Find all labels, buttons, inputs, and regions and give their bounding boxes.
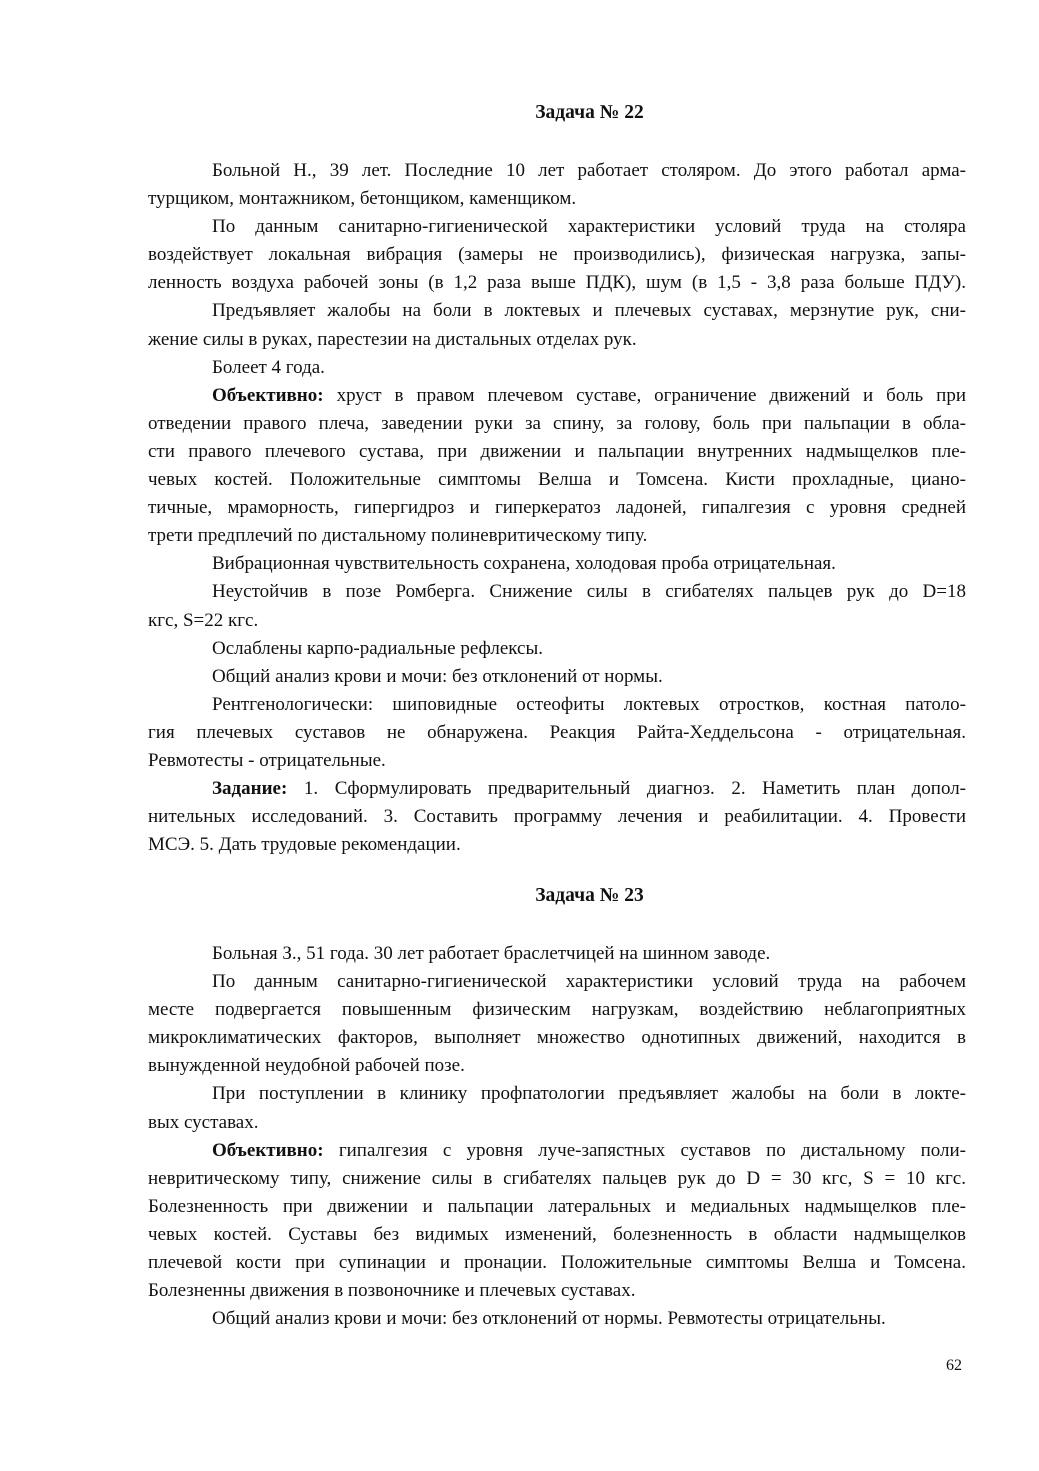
- text-line: месте подвергается повышенным физическим нагрузкам, воздействию неблагоприятных: [148, 999, 966, 1021]
- text-line: Общий анализ крови и мочи: без отклонений от нормы. Ревмотесты отрицательны.: [212, 1308, 886, 1330]
- text-line: Больная З., 51 года. 30 лет работает браслетчицей на шинном заводе.: [212, 943, 771, 964]
- text-line: Больной Н., 39 лет. Последние 10 лет работает столяром. До этого работал арма-: [212, 160, 966, 181]
- text-line: тичные, мраморность, гипергидроз и гиперкератоз ладоней, гипалгезия с уровня средней: [148, 497, 966, 519]
- text-line: Болеет 4 года.: [212, 356, 325, 378]
- text-line: вынужденной неудобной рабочей позе.: [148, 1055, 465, 1077]
- text-line: чевых костей. Положительные симптомы Велша и Томсена. Кисти прохладные, циано-: [148, 469, 966, 491]
- text-line: чевых костей. Суставы без видимых изменений, болезненность в области надмыщелков: [148, 1223, 966, 1245]
- text-line: невритическому типу, снижение силы в сгибателях пальцев рук до D = 30 кгс, S = 10 кгс.: [148, 1167, 966, 1189]
- text-line: Рентгенологически: шиповидные остеофиты локтевых отростков, костная патоло-: [212, 693, 966, 715]
- task-22-body: [148, 157, 966, 859]
- text-line: Неустойчив в позе Ромберга. Снижение силы в сгибателях пальцев рук до D=18: [212, 581, 966, 603]
- objective-line: [148, 382, 966, 410]
- text-line: плечевой кости при супинации и пронации. Положительные симптомы Велша и Томсена.: [148, 1252, 966, 1274]
- text-line: воздействует локальная вибрация (замеры не производились), физическая нагрузка, запы-: [148, 244, 966, 266]
- text-line: трети предплечий по дистальному полиневритическому типу.: [148, 525, 648, 547]
- text-line: Ослаблены карпо-радиальные рефлексы.: [212, 637, 543, 659]
- page-number: 62: [946, 1357, 962, 1374]
- task-22-title: Задача № 22: [535, 102, 644, 123]
- text-line: отведении правого плеча, заведении руки за спину, за голову, боль при пальпации в обла-: [148, 412, 966, 434]
- text-line: Общий анализ крови и мочи: без отклонений от нормы.: [212, 665, 663, 687]
- text-line: нительных исследований. 3. Составить программу лечения и реабилитации. 4. Провести: [148, 806, 966, 828]
- text-line: По данным санитарно-гигиенической характеристики условий труда на столяра: [212, 216, 966, 238]
- text-line: Предъявляет жалобы на боли в локтевых и плечевых суставах, мерзнутие рук, сни-: [212, 300, 966, 322]
- text-line: Ревмотесты - отрицательные.: [148, 749, 386, 771]
- text-line: турщиком, монтажником, бетонщиком, каменщиком.: [148, 188, 577, 210]
- text-line: кгс, S=22 кгс.: [148, 609, 259, 631]
- text-segment: хруст в правом плечевом суставе, ограничение движений и боль при: [336, 384, 967, 406]
- text-line: МСЭ. 5. Дать трудовые рекомендации.: [148, 834, 461, 856]
- task-23-title: Задача № 23: [535, 885, 644, 906]
- text-line: Болезненность при движении и пальпации латеральных и медиальных надмыщелков пле-: [148, 1195, 966, 1217]
- text-line: сти правого плечевого сустава, при движении и пальпации внутренних надмыщелков пле-: [148, 440, 966, 462]
- text-line: гия плечевых суставов не обнаружена. Реакция Райта-Хеддельсона - отрицательная.: [148, 721, 966, 743]
- text-line: По данным санитарно-гигиенической характеристики условий труда на рабочем: [212, 971, 966, 993]
- assignment-label: Задание:: [212, 778, 288, 800]
- text-line: При поступлении в клинику профпатологии предъявляет жалобы на боли в локте-: [212, 1083, 966, 1105]
- text-line: жение силы в руках, парестезии на дистальных отделах рук.: [148, 328, 637, 350]
- text-line: вых суставах.: [148, 1111, 259, 1133]
- text-segment: гипалгезия с уровня луче-запястных суставов по дистальному поли-: [338, 1139, 966, 1161]
- text-line: Вибрационная чувствительность сохранена, холодовая проба отрицательная.: [212, 553, 836, 575]
- objective-label: Объективно:: [212, 384, 324, 406]
- text-line: микроклиматических факторов, выполняет множество однотипных движений, находится в: [148, 1027, 966, 1049]
- objective-line: [148, 1137, 966, 1165]
- objective-label: Объективно:: [212, 1139, 324, 1161]
- text-line: Болезненны движения в позвоночнике и плечевых суставах.: [148, 1280, 636, 1302]
- text-line: ленность воздуха рабочей зоны (в 1,2 раза выше ПДК), шум (в 1,5 - 3,8 раза больше ПДУ).: [148, 272, 966, 294]
- assignment-line: [148, 775, 966, 803]
- task-23-body: [148, 940, 966, 1333]
- text-segment: 1. Сформулировать предварительный диагноз. 2. Наметить план допол-: [303, 778, 967, 800]
